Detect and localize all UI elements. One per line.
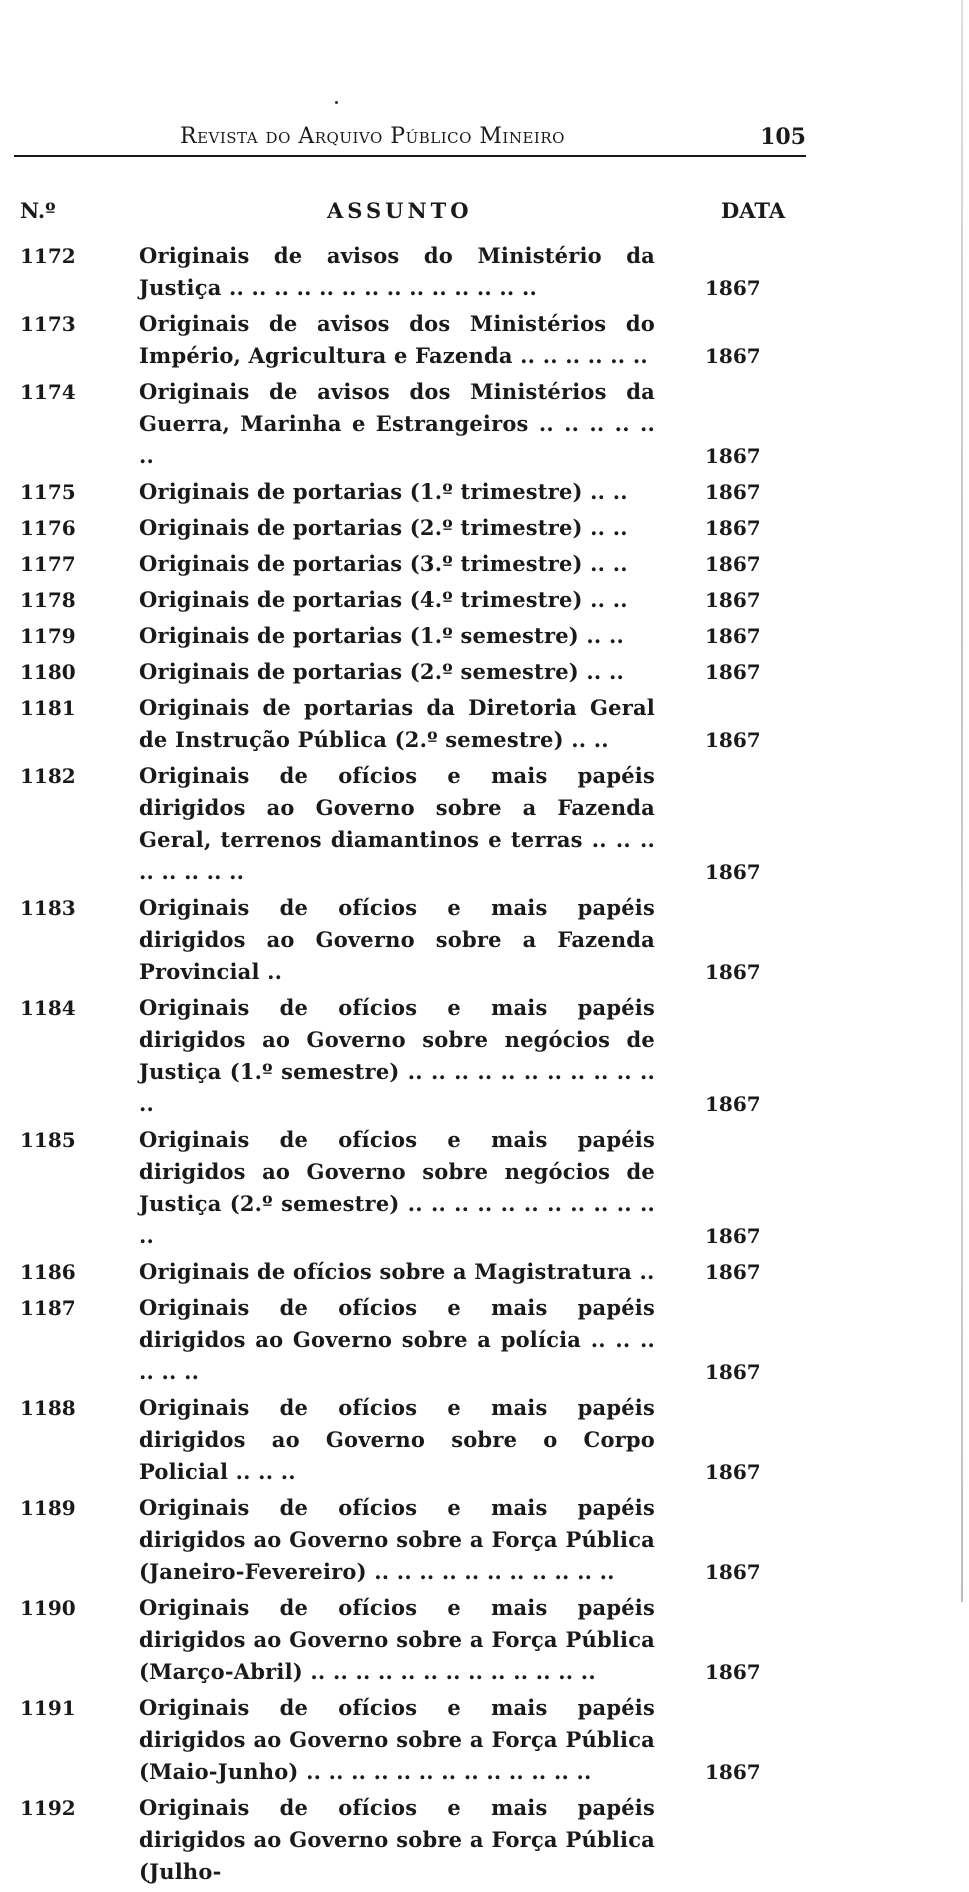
table-row xyxy=(0,584,969,616)
entry-date: 1867 xyxy=(705,1224,761,1248)
table-row xyxy=(0,1692,969,1788)
entry-subject: Originais de avisos dos Ministérios do Império, Agricultura e Fazenda .. .. .. .. .. .. xyxy=(139,311,655,368)
entry-number: 1176 xyxy=(20,516,76,540)
entry-date: 1867 xyxy=(705,660,761,684)
entry-date: 1867 xyxy=(705,1460,761,1484)
entry-list xyxy=(0,240,969,1892)
entry-date: 1867 xyxy=(705,860,761,884)
entry-subject: Originais de ofícios sobre a Magistratura .. xyxy=(139,1259,655,1284)
entry-subject: Originais de ofícios e mais papéis dirigidos ao Governo sobre a polícia .. .. .. .. .. .. xyxy=(139,1295,655,1384)
table-row xyxy=(0,692,969,756)
table-row xyxy=(0,1124,969,1252)
entry-date: 1867 xyxy=(705,344,761,368)
entry-date: 1867 xyxy=(705,516,761,540)
entry-date: 1867 xyxy=(705,960,761,984)
entry-number: 1177 xyxy=(20,552,76,576)
entry-subject: Originais de avisos dos Ministérios da Guerra, Marinha e Estrangeiros .. .. .. .. .. .. xyxy=(139,379,655,468)
entry-number: 1179 xyxy=(20,624,76,648)
entry-date: 1867 xyxy=(705,728,761,752)
entry-date: 1867 xyxy=(705,1092,761,1116)
stray-dot xyxy=(335,101,338,104)
entry-subject: Originais de ofícios e mais papéis dirigidos ao Governo sobre negócios de Justiça (1.º semestre) .. .. .. .. .. .. .. .. .. .. .. .. xyxy=(139,995,655,1116)
entry-subject: Originais de portarias (3.º trimestre) .. .. xyxy=(139,551,628,576)
table-row xyxy=(0,512,969,544)
entry-number: 1182 xyxy=(20,764,76,788)
header-rule xyxy=(14,155,806,157)
entry-number: 1183 xyxy=(20,896,76,920)
entry-subject: Originais de ofícios e mais papéis dirigidos ao Governo sobre a Fazenda Provincial .. xyxy=(139,895,655,984)
table-row xyxy=(0,548,969,580)
table-row xyxy=(0,1292,969,1388)
table-row xyxy=(0,760,969,888)
table-row xyxy=(0,1392,969,1488)
column-header-date: DATA xyxy=(721,198,786,223)
entry-number: 1184 xyxy=(20,996,76,1020)
column-header-subject: ASSUNTO xyxy=(327,198,473,223)
entry-subject: Originais de ofícios e mais papéis dirigidos ao Governo sobre negócios de Justiça (2.º semestre) .. .. .. .. .. .. .. .. .. .. .. .. xyxy=(139,1127,655,1248)
table-row xyxy=(0,992,969,1120)
entry-number: 1189 xyxy=(20,1496,76,1520)
table-row xyxy=(0,376,969,472)
entry-date: 1867 xyxy=(705,444,761,468)
entry-subject: Originais de ofícios e mais papéis dirigidos ao Governo sobre a Força Pública (Maio-Junho) .. .. .. .. .. .. .. .. .. .. .. .. .. xyxy=(139,1695,655,1784)
entry-number: 1185 xyxy=(20,1128,76,1152)
table-row xyxy=(0,308,969,372)
entry-date: 1867 xyxy=(705,480,761,504)
entry-number: 1186 xyxy=(20,1260,76,1284)
entry-date: 1867 xyxy=(705,1260,761,1284)
entry-number: 1175 xyxy=(20,480,76,504)
entry-date: 1867 xyxy=(705,1760,761,1784)
entry-number: 1190 xyxy=(20,1596,76,1620)
entry-subject: Originais de portarias (1.º semestre) .. .. xyxy=(139,623,624,648)
entry-subject: Originais de ofícios e mais papéis dirigidos ao Governo sobre o Corpo Policial .. .. .. xyxy=(139,1395,655,1484)
table-row xyxy=(0,240,969,304)
entry-subject: Originais de ofícios e mais papéis dirigidos ao Governo sobre a Força Pública (Março-Abril) .. .. .. .. .. .. .. .. .. .. .. .. .. xyxy=(139,1595,655,1684)
entry-number: 1173 xyxy=(20,312,76,336)
entry-subject: Originais de portarias da Diretoria Geral de Instrução Pública (2.º semestre) .. .. xyxy=(139,695,655,752)
entry-number: 1187 xyxy=(20,1296,76,1320)
page-number: 105 xyxy=(760,124,806,150)
running-title: Revista do Arquivo Público Mineiro xyxy=(180,124,565,149)
table-row xyxy=(0,892,969,988)
table-row xyxy=(0,476,969,508)
table-row xyxy=(0,656,969,688)
entry-subject: Originais de ofícios e mais papéis dirigidos ao Governo sobre a Fazenda Geral, terrenos diamantinos e terras .. .. .. .. .. .. .. .. xyxy=(139,763,655,884)
entry-date: 1867 xyxy=(705,624,761,648)
entry-date: 1867 xyxy=(705,588,761,612)
table-row xyxy=(0,1492,969,1588)
entry-subject: Originais de portarias (2.º semestre) .. .. xyxy=(139,659,624,684)
entry-number: 1174 xyxy=(20,380,76,404)
entry-number: 1178 xyxy=(20,588,76,612)
entry-date: 1867 xyxy=(705,552,761,576)
table-row xyxy=(0,1792,969,1888)
entry-subject: Originais de portarias (1.º trimestre) .. .. xyxy=(139,479,628,504)
entry-number: 1188 xyxy=(20,1396,76,1420)
entry-date: 1867 xyxy=(705,1560,761,1584)
table-row xyxy=(0,1592,969,1688)
entry-subject: Originais de ofícios e mais papéis dirigidos ao Governo sobre a Força Pública (Janeiro-Fevereiro) .. .. .. .. .. .. .. .. .. .. .. xyxy=(139,1495,655,1584)
column-headers xyxy=(0,198,969,228)
entry-subject: Originais de avisos do Ministério da Justiça .. .. .. .. .. .. .. .. .. .. .. .. .. .. xyxy=(139,243,655,300)
entry-number: 1180 xyxy=(20,660,76,684)
entry-number: 1192 xyxy=(20,1796,76,1820)
entry-subject: Originais de portarias (4.º trimestre) .. .. xyxy=(139,587,628,612)
table-row xyxy=(0,620,969,652)
column-header-number: N.º xyxy=(20,198,56,223)
entry-number: 1172 xyxy=(20,244,76,268)
entry-number: 1191 xyxy=(20,1696,76,1720)
entry-date: 1867 xyxy=(705,276,761,300)
entry-number: 1181 xyxy=(20,696,76,720)
entry-subject: Originais de portarias (2.º trimestre) .. .. xyxy=(139,515,628,540)
entry-date: 1867 xyxy=(705,1360,761,1384)
entry-subject: Originais de ofícios e mais papéis dirigidos ao Governo sobre a Força Pública (Julho- xyxy=(139,1795,655,1884)
entry-date: 1867 xyxy=(705,1660,761,1684)
running-head xyxy=(14,124,806,158)
table-row xyxy=(0,1256,969,1288)
